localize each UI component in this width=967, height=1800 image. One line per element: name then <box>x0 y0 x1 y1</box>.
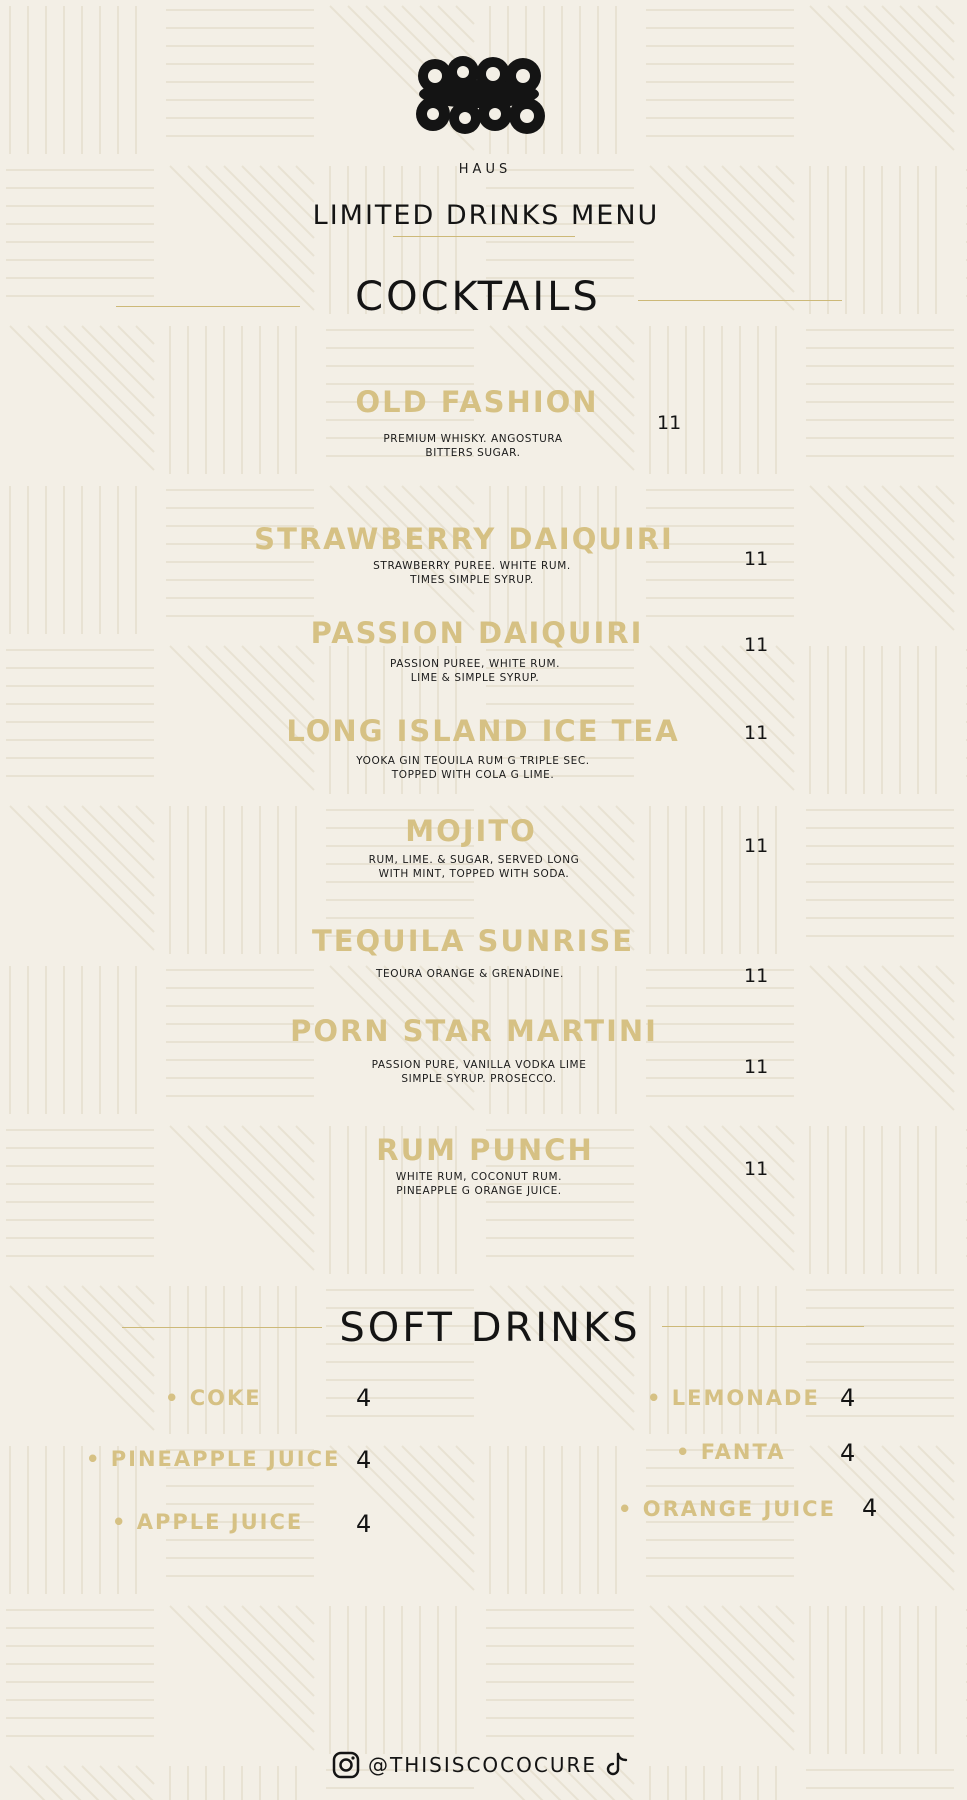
cocktail-price: 11 <box>744 835 769 857</box>
cocktail-name: STRAWBERRY DAIQUIRI <box>254 522 674 556</box>
cocktail-name: LONG ISLAND ICE TEA <box>286 714 680 748</box>
cocktail-price: 11 <box>744 548 769 570</box>
menu-subtitle: LIMITED DRINKS MENU <box>312 200 660 231</box>
soft-drink-price: 4 <box>862 1494 878 1522</box>
soft-drink-name: • APPLE JUICE <box>112 1510 304 1534</box>
soft-drink-name: • FANTA <box>676 1440 786 1464</box>
cocktail-name: RUM PUNCH <box>376 1133 594 1167</box>
cocktail-name: PORN STAR MARTINI <box>290 1014 658 1048</box>
cocktail-description: WHITE RUM, COCONUT RUM. PINEAPPLE G ORANGE JUICE. <box>395 1171 563 1197</box>
cocktail-description: PREMIUM WHISKY. ANGOSTURA BITTERS SUGAR. <box>383 433 563 459</box>
tiktok-icon[interactable] <box>605 1751 629 1779</box>
logo-wordmark: HAUS <box>458 162 512 177</box>
cocktail-description: STRAWBERRY PUREE. WHITE RUM. TIMES SIMPLE SYRUP. <box>373 560 571 586</box>
soft-drink-name: • COKE <box>165 1386 262 1410</box>
cocktail-name: TEQUILA SUNRISE <box>311 924 635 958</box>
cocktail-description: YOOKA GIN TEOUILA RUM G TRIPLE SEC. TOPPED WITH COLA G LIME. <box>356 755 590 781</box>
soft-drink-price: 4 <box>356 1384 372 1412</box>
cocktails-rule-right <box>638 300 842 301</box>
cocktail-description: TEOURA ORANGE & GRENADINE. <box>376 968 564 980</box>
soft-drink-price: 4 <box>840 1439 856 1467</box>
logo-mark-icon <box>415 48 555 148</box>
cocktail-price: 11 <box>657 412 682 434</box>
soft-drink-name: • PINEAPPLE JUICE <box>86 1447 341 1471</box>
social-footer <box>332 1749 629 1781</box>
cocktails-rule-left <box>116 306 300 307</box>
soft-drink-name: • LEMONADE <box>647 1386 820 1410</box>
logo <box>415 48 555 177</box>
cocktail-name: PASSION DAIQUIRI <box>310 616 644 650</box>
cocktail-price: 11 <box>744 1158 769 1180</box>
soft-drink-price: 4 <box>840 1384 856 1412</box>
cocktail-name: MOJITO <box>405 814 537 848</box>
cocktail-price: 11 <box>744 722 769 744</box>
cocktail-description: PASSION PURE, VANILLA VODKA LIME SIMPLE SYRUP. PROSECCO. <box>371 1059 587 1085</box>
cocktails-title: COCKTAILS <box>355 274 601 320</box>
soft-drinks-rule-right <box>662 1326 864 1327</box>
cocktail-price: 11 <box>744 634 769 656</box>
soft-drink-price: 4 <box>356 1446 372 1474</box>
soft-drink-price: 4 <box>356 1510 372 1538</box>
cocktail-price: 11 <box>744 965 769 987</box>
soft-drinks-title: SOFT DRINKS <box>339 1305 641 1351</box>
instagram-icon[interactable] <box>332 1751 360 1779</box>
cocktail-name: OLD FASHION <box>355 385 599 419</box>
social-handle[interactable]: @THISISCOCOCURE <box>368 1753 597 1777</box>
cocktail-description: RUM, LIME. & SUGAR, SERVED LONG WITH MINT, TOPPED WITH SODA. <box>368 854 580 880</box>
soft-drink-name: • ORANGE JUICE <box>618 1497 836 1521</box>
cocktail-description: PASSION PUREE, WHITE RUM. LIME & SIMPLE SYRUP. <box>389 658 561 684</box>
cocktail-price: 11 <box>744 1056 769 1078</box>
soft-drinks-rule-left <box>122 1327 322 1328</box>
subtitle-underline <box>393 236 575 237</box>
